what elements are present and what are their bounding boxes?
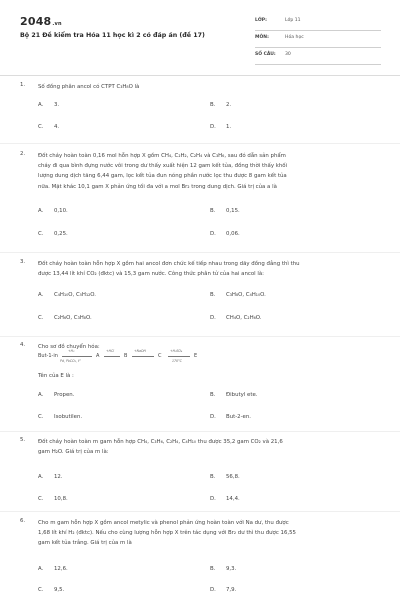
- option-text: 0,15.: [226, 208, 240, 214]
- meta-table: [255, 14, 381, 65]
- header: [0, 0, 400, 60]
- option-d[interactable]: [210, 315, 262, 321]
- question-separator: [0, 252, 400, 253]
- question-2: [20, 151, 380, 247]
- meta-value: Lớp 11: [285, 18, 301, 23]
- option-d[interactable]: [210, 124, 231, 130]
- option-text: 56,8.: [226, 474, 240, 480]
- meta-label: MÔN:: [255, 35, 269, 40]
- option-key: B.: [210, 566, 216, 572]
- site-logo[interactable]: [20, 15, 62, 28]
- scheme-compound: A: [96, 353, 100, 359]
- logo-text: 2048: [20, 15, 52, 28]
- option-key: D.: [210, 414, 216, 420]
- question-number: 3.: [20, 259, 26, 265]
- question-1: [20, 82, 380, 138]
- option-key: A.: [38, 292, 44, 298]
- scheme-arrow: [132, 356, 154, 357]
- scheme-arrow: [104, 356, 120, 357]
- question-line: Cho m gam hỗn hợp X gồm ancol metylic và phenol phản ứng hoàn toàn với Na dư, thu được: [38, 520, 289, 526]
- option-key: A.: [38, 566, 44, 572]
- option-b[interactable]: [210, 102, 231, 108]
- scheme-condition: +HCl: [106, 349, 115, 353]
- question-text: Số đồng phân ancol có CTPT C₃H₈O là: [38, 84, 140, 90]
- option-b[interactable]: [210, 292, 266, 298]
- option-d[interactable]: [210, 496, 240, 502]
- option-d[interactable]: [210, 231, 240, 237]
- question-number: 4.: [20, 342, 26, 348]
- option-text: But-2-en.: [226, 414, 251, 420]
- meta-label: LỚP:: [255, 18, 267, 23]
- scheme-condition: 170°C: [172, 359, 182, 363]
- option-text: 4.: [54, 124, 60, 130]
- option-key: C.: [38, 231, 44, 237]
- question-separator: [0, 336, 400, 337]
- question-line: Đốt cháy hoàn toàn m gam hỗn hợp CH₄, C₃H₆, C₂H₄, C₄H₁₀ thu được 35,2 gam CO₂ và 21,6: [38, 439, 283, 445]
- option-key: A.: [38, 474, 44, 480]
- option-key: B.: [210, 102, 216, 108]
- option-key: C.: [38, 587, 44, 593]
- page-title: Bộ 21 Đề kiểm tra Hóa 11 học kì 2 có đáp án (đề 17): [20, 32, 205, 39]
- meta-row-class: [255, 14, 381, 31]
- meta-label: SỐ CÂU:: [255, 52, 276, 57]
- option-a[interactable]: [38, 102, 59, 108]
- meta-value: 30: [285, 52, 291, 57]
- option-b[interactable]: [210, 474, 240, 480]
- option-d[interactable]: [210, 414, 251, 420]
- option-text: 7,9.: [226, 587, 237, 593]
- option-text: 0,25.: [54, 231, 68, 237]
- question-4: [20, 342, 380, 430]
- option-key: B.: [210, 208, 216, 214]
- option-key: A.: [38, 392, 44, 398]
- option-text: C₃H₈O, C₄H₁₀O.: [226, 292, 266, 298]
- option-key: D.: [210, 315, 216, 321]
- scheme-compound: C: [158, 353, 162, 359]
- question-number: 2.: [20, 151, 26, 157]
- scheme-arrow: [62, 356, 92, 357]
- question-line: 1,68 lít khí H₂ (đktc). Nếu cho cùng lượng hỗn hợp X trên tác dụng với Br₂ dư thì thu được 16,55: [38, 530, 296, 537]
- question-6: [20, 518, 380, 598]
- option-text: C₄H₁₀O, C₅H₁₂O.: [54, 292, 97, 298]
- meta-row-count: [255, 48, 381, 65]
- scheme-condition: +H₂: [68, 349, 75, 353]
- option-text: 1.: [226, 124, 232, 130]
- option-text: Isobutilen.: [54, 414, 83, 420]
- option-text: 9,5.: [54, 587, 65, 593]
- option-key: A.: [38, 208, 44, 214]
- scheme-condition: +NaOH: [134, 349, 146, 353]
- option-key: C.: [38, 124, 44, 130]
- question-line: Đốt cháy hoàn toàn 0,16 mol hỗn hợp X gồm CH₄, C₂H₂, C₂H₄ và C₃H₆, sau đó dẫn sản phẩm: [38, 153, 286, 159]
- question-line: Đốt cháy hoàn toàn hỗn hợp X gồm hai ancol đơn chức kế tiếp nhau trong dãy đồng đẳng thì thu: [38, 261, 300, 267]
- option-a[interactable]: [38, 392, 74, 398]
- option-key: D.: [210, 587, 216, 593]
- scheme-condition: +H₂SO₄: [170, 349, 183, 353]
- meta-row-subject: [255, 31, 381, 48]
- option-text: 12,6.: [54, 566, 68, 572]
- scheme-compound: E: [194, 353, 198, 359]
- question-line: cháy đi qua bình đựng nước vôi trong dư thấy xuất hiện 12 gam kết tủa, đồng thời thấy khối: [38, 163, 288, 170]
- option-c[interactable]: [38, 496, 68, 502]
- option-a[interactable]: [38, 566, 68, 572]
- option-key: C.: [38, 414, 44, 420]
- scheme-start: But-1-in: [38, 353, 58, 359]
- option-text: 9,3.: [226, 566, 237, 572]
- option-b[interactable]: [210, 392, 258, 398]
- option-c[interactable]: [38, 124, 59, 130]
- option-key: D.: [210, 124, 216, 130]
- scheme-condition: Pd, PbCO₃, t°: [60, 359, 81, 363]
- logo-suffix: .vn: [52, 21, 62, 27]
- question-subtext: Tên của E là :: [38, 373, 74, 379]
- question-number: 6.: [20, 518, 26, 524]
- option-key: C.: [38, 496, 44, 502]
- question-separator: [0, 511, 400, 512]
- option-text: 0,10.: [54, 208, 68, 214]
- option-c[interactable]: [38, 315, 92, 321]
- scheme-arrow: [168, 356, 190, 357]
- option-key: D.: [210, 231, 216, 237]
- question-line: nữa. Mặt khác 10,1 gam X phản ứng tối đa với a mol Br₂ trong dung dịch. Giá trị của a là: [38, 183, 277, 190]
- option-text: 12.: [54, 474, 63, 480]
- option-text: 2.: [226, 102, 232, 108]
- option-key: D.: [210, 496, 216, 502]
- option-a[interactable]: [38, 208, 68, 214]
- scheme-compound: B: [124, 353, 128, 359]
- option-b[interactable]: [210, 566, 236, 572]
- option-key: A.: [38, 102, 44, 108]
- option-text: CH₄O, C₂H₆O.: [226, 315, 262, 321]
- option-text: 3.: [54, 102, 60, 108]
- option-a[interactable]: [38, 292, 96, 298]
- question-number: 1.: [20, 82, 26, 88]
- question-text: [38, 151, 376, 192]
- option-d[interactable]: [210, 587, 236, 593]
- option-a[interactable]: [38, 474, 63, 480]
- option-text: 14,4.: [226, 496, 240, 502]
- option-key: B.: [210, 474, 216, 480]
- option-key: B.: [210, 292, 216, 298]
- question-separator: [0, 431, 400, 432]
- question-line: gam kết tủa trắng. Giá trị của m là: [38, 540, 132, 547]
- question-text: [38, 259, 376, 279]
- option-text: C₂H₆O, C₃H₈O.: [54, 315, 92, 321]
- reaction-scheme: [38, 349, 238, 373]
- option-key: B.: [210, 392, 216, 398]
- option-key: C.: [38, 315, 44, 321]
- question-number: 5.: [20, 437, 26, 443]
- question-text: Cho sơ đồ chuyển hóa:: [38, 344, 100, 350]
- question-line: gam H₂O. Giá trị của m là:: [38, 449, 109, 456]
- header-divider: [0, 75, 400, 76]
- option-text: Propen.: [54, 392, 75, 398]
- option-c[interactable]: [38, 587, 64, 593]
- option-text: 10,8.: [54, 496, 68, 502]
- option-c[interactable]: [38, 231, 68, 237]
- question-text: [38, 437, 376, 457]
- question-text: [38, 518, 376, 549]
- question-3: [20, 259, 380, 329]
- question-line: lượng dung dịch tăng 6,44 gam, lọc kết tủa đun nóng phần nước lọc thu được 8 gam kết tủa: [38, 173, 287, 180]
- question-line: được 13,44 lít khí CO₂ (đktc) và 15,3 gam nước. Công thức phân tử của hai ancol là:: [38, 271, 264, 278]
- option-b[interactable]: [210, 208, 240, 214]
- option-text: Đibutyl ete.: [226, 392, 258, 398]
- meta-value: Hóa học: [285, 35, 304, 40]
- option-c[interactable]: [38, 414, 82, 420]
- question-separator: [0, 143, 400, 144]
- question-5: [20, 437, 380, 507]
- option-text: 0,06.: [226, 231, 240, 237]
